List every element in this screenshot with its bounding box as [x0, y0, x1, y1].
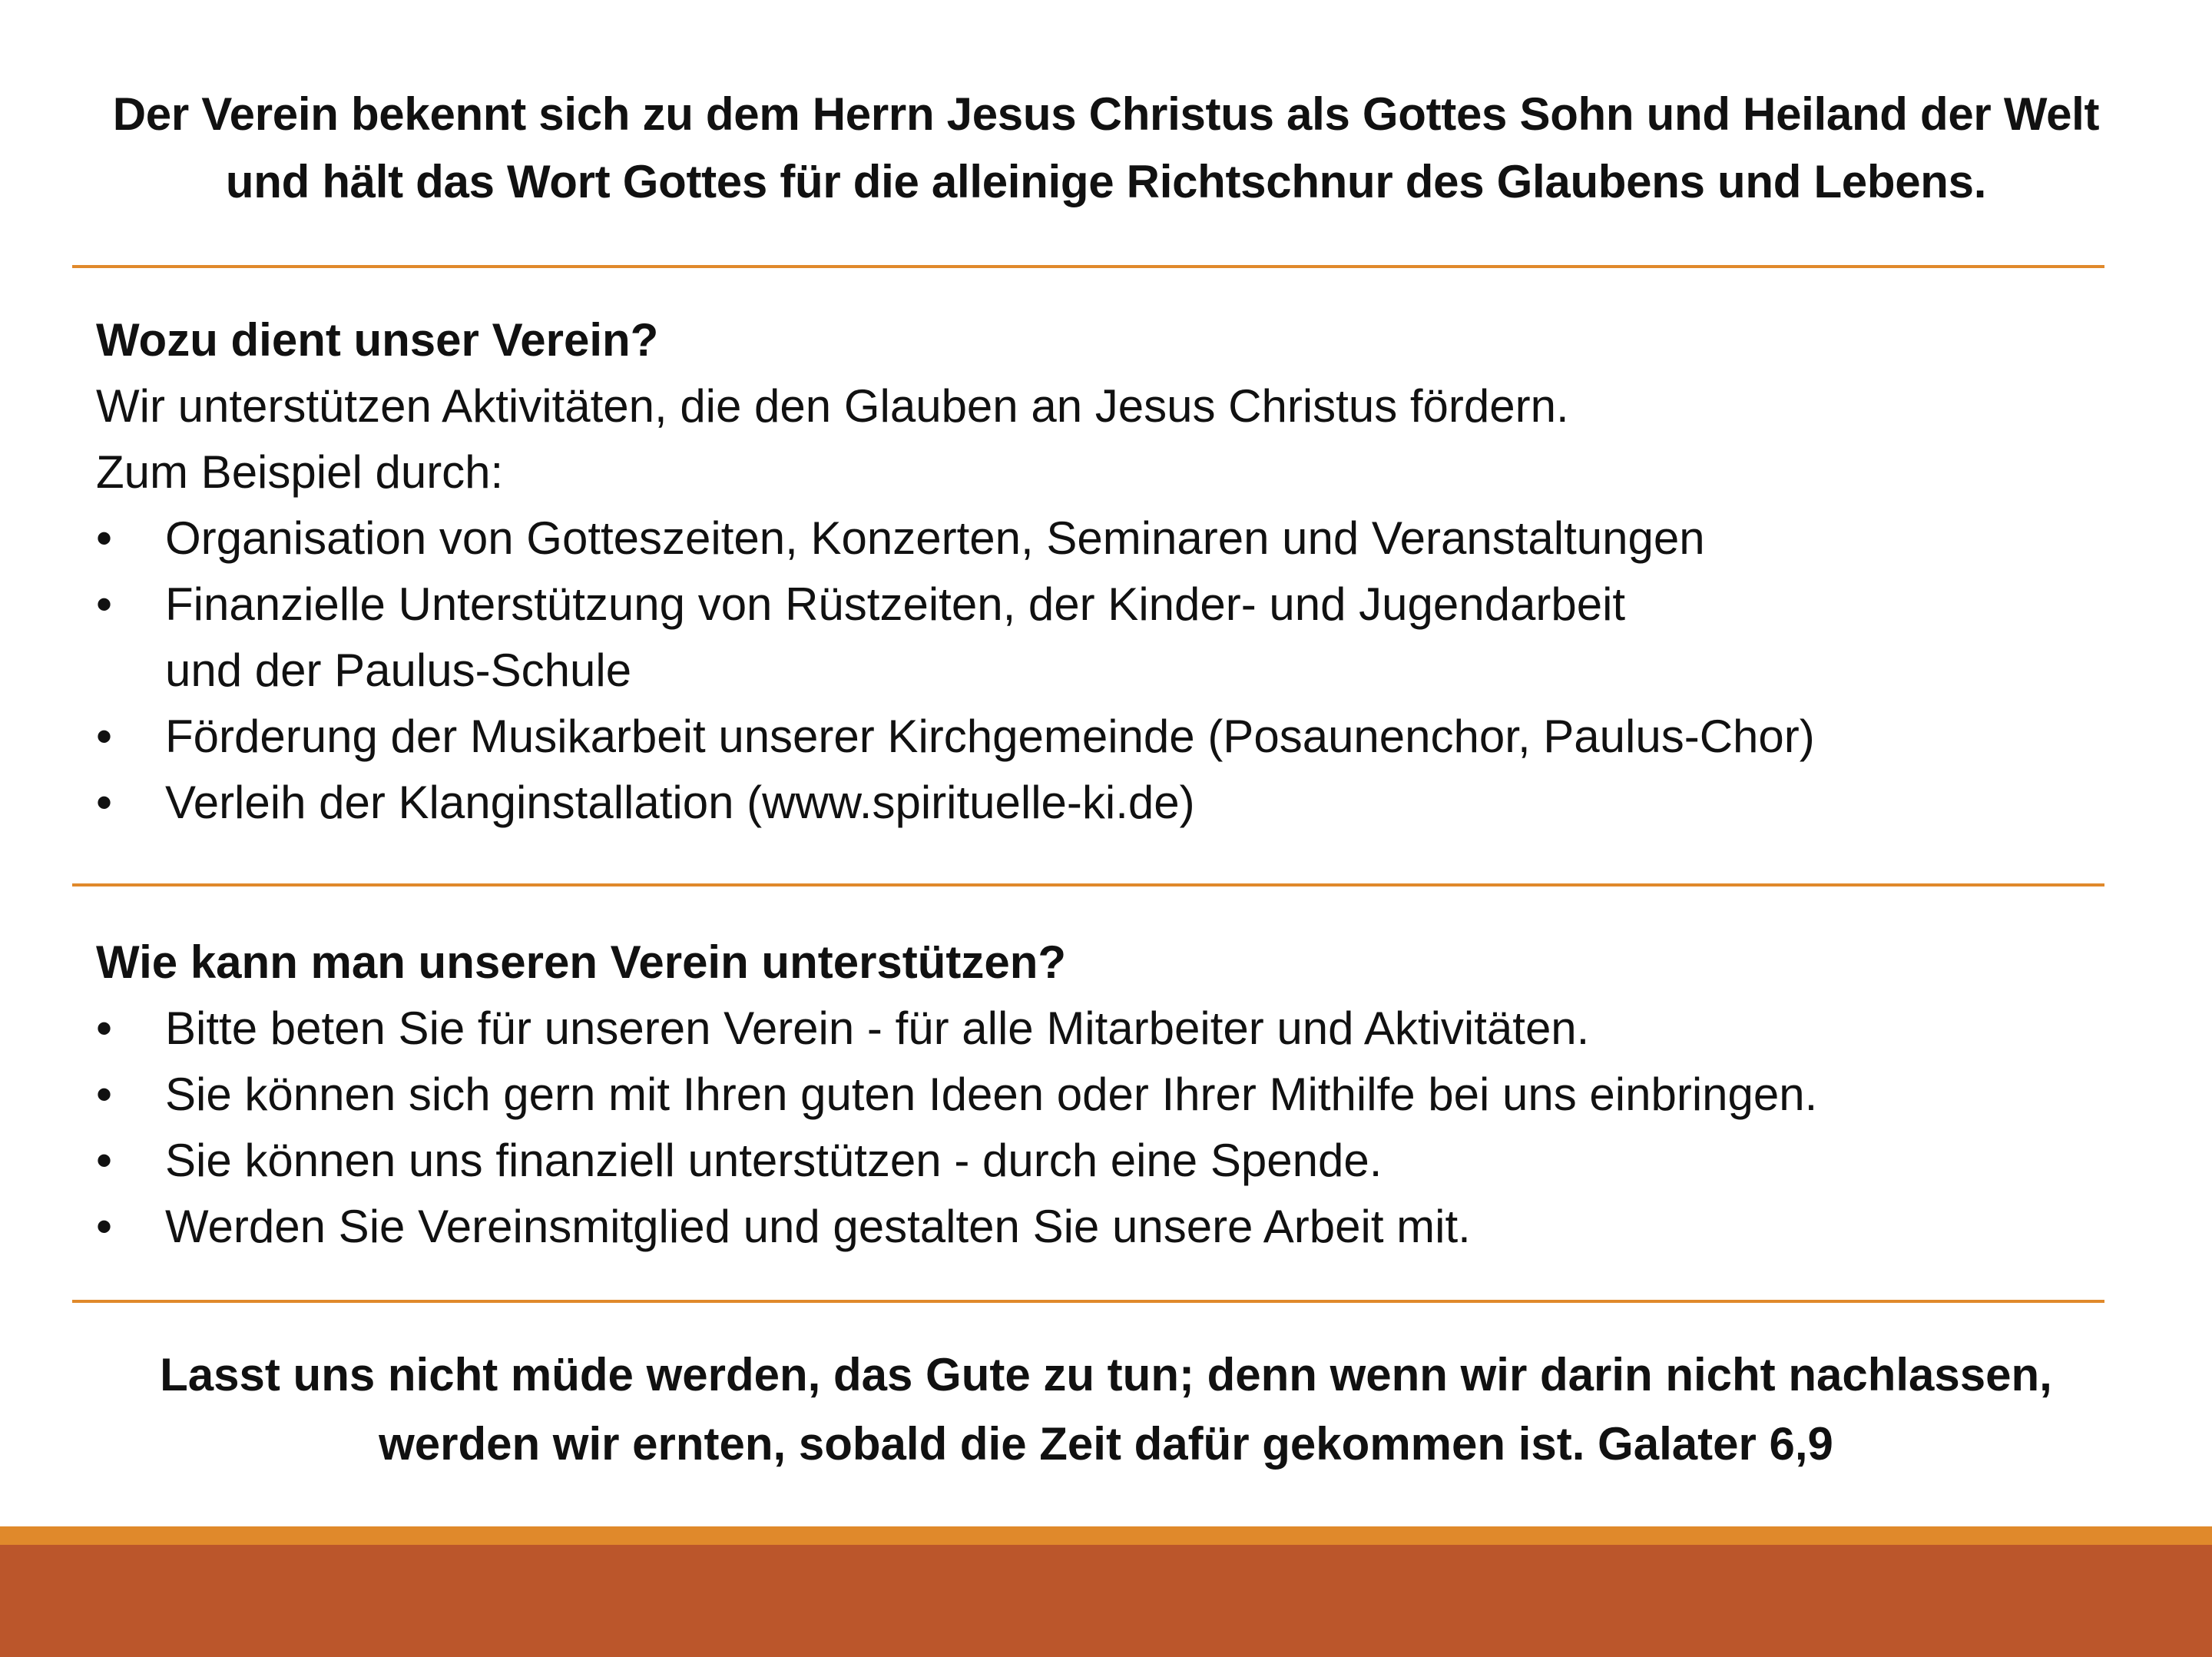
- bullet-icon: •: [96, 1201, 113, 1252]
- bullet-icon: •: [96, 777, 113, 828]
- bible-verse: [61, 1341, 2151, 1479]
- list-item: [96, 770, 2124, 836]
- mission-statement: [61, 81, 2151, 216]
- list-item-text-continuation: und der Paulus-Schule: [165, 645, 632, 696]
- section-support-list: [96, 996, 2124, 1260]
- mission-statement-line-1: Der Verein bekennt sich zu dem Herrn Jesus Christus als Gottes Sohn und Heiland der Welt: [112, 88, 2100, 140]
- list-item: [96, 1194, 2124, 1260]
- section-purpose-list: [96, 505, 2124, 836]
- list-item: [96, 996, 2124, 1062]
- list-item-text: Bitte beten Sie für unseren Verein - für alle Mitarbeiter und Aktivitäten.: [165, 1002, 1590, 1054]
- bible-verse-line-1: Lasst uns nicht müde werden, das Gute zu tun; denn wenn wir darin nicht nachlassen,: [160, 1349, 2052, 1400]
- list-item: [96, 505, 2124, 572]
- bullet-icon: •: [96, 711, 113, 762]
- list-item-text: Werden Sie Vereinsmitglied und gestalten Sie unsere Arbeit mit.: [165, 1201, 1471, 1252]
- section-support: [96, 930, 2124, 1260]
- mission-statement-line-2: und hält das Wort Gottes für die alleinige Richtschnur des Glaubens und Lebens.: [225, 156, 1987, 207]
- list-item-text: Förderung der Musikarbeit unserer Kirchgemeinde (Posaunenchor, Paulus-Chor): [165, 711, 1815, 762]
- divider-middle: [72, 883, 2104, 886]
- list-item: [96, 572, 2124, 704]
- bullet-icon: •: [96, 1069, 113, 1120]
- list-item-text: Finanzielle Unterstützung von Rüstzeiten, der Kinder- und Jugendarbeit: [165, 578, 1626, 630]
- footer-band: [0, 1545, 2212, 1657]
- list-item: [96, 1062, 2124, 1128]
- section-purpose-intro: Wir unterstützen Aktivitäten, die den Glauben an Jesus Christus fördern.: [96, 380, 1569, 432]
- bullet-icon: •: [96, 578, 113, 630]
- section-purpose-heading: Wozu dient unser Verein?: [96, 314, 659, 366]
- list-item: [96, 1128, 2124, 1194]
- list-item: [96, 704, 2124, 770]
- bullet-icon: •: [96, 1135, 113, 1186]
- divider-bottom: [72, 1300, 2104, 1303]
- list-item-text: Sie können uns finanziell unterstützen - durch eine Spende.: [165, 1135, 1382, 1186]
- section-purpose: [96, 307, 2124, 836]
- list-item-text: Sie können sich gern mit Ihren guten Ideen oder Ihrer Mithilfe bei uns einbringen.: [165, 1069, 1818, 1120]
- section-purpose-example-label: Zum Beispiel durch:: [96, 446, 504, 498]
- bullet-icon: •: [96, 512, 113, 564]
- list-item-text: Verleih der Klanginstallation (www.spirituelle-ki.de): [165, 777, 1195, 828]
- bible-verse-line-2: werden wir ernten, sobald die Zeit dafür gekommen ist. Galater 6,9: [379, 1418, 1833, 1470]
- bullet-icon: •: [96, 1002, 113, 1054]
- divider-top: [72, 265, 2104, 268]
- list-item-text: Organisation von Gotteszeiten, Konzerten, Seminaren und Veranstaltungen: [165, 512, 1705, 564]
- section-support-heading: Wie kann man unseren Verein unterstützen?: [96, 936, 1067, 988]
- footer-accent-stripe: [0, 1526, 2212, 1545]
